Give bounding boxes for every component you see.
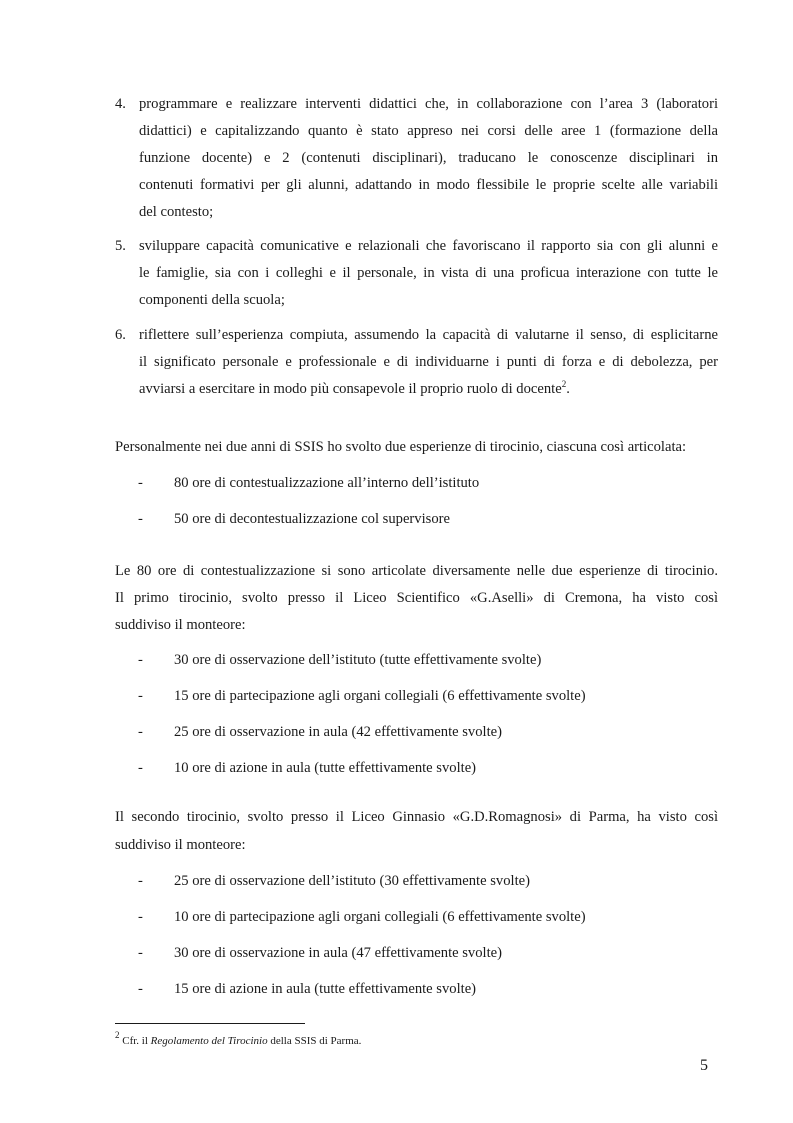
list-dash: - xyxy=(138,475,143,491)
footnote-suffix: della SSIS di Parma. xyxy=(267,1035,362,1047)
list-dash: - xyxy=(138,511,143,527)
item4-line2: didattici) e capitalizzando quanto è stato appreso nei corsi delle aree 1 (formazione della xyxy=(139,123,718,139)
list3-item: 30 ore di osservazione in aula (47 effettivamente svolte) xyxy=(174,945,502,961)
para2-line3: suddiviso il monteore: xyxy=(115,617,246,633)
item5-line2: le famiglie, sia con i colleghi e il personale, in vista di una proficua interazione con tutte le xyxy=(139,265,718,281)
list1-item: 80 ore di contestualizzazione all’interno dell’istituto xyxy=(174,475,480,491)
list-dash: - xyxy=(138,909,143,925)
item6-line2: il significato personale e professionale e di individuarne i punti di forza e di debolezza, per xyxy=(139,354,718,370)
list3-item: 25 ore di osservazione dell’istituto (30 effettivamente svolte) xyxy=(174,873,530,889)
page-number: 5 xyxy=(700,1057,708,1074)
para2-line1: Le 80 ore di contestualizzazione si sono articolate diversamente nelle due esperienze di tirocinio. xyxy=(115,563,718,579)
list2-item: 25 ore di osservazione in aula (42 effettivamente svolte) xyxy=(174,724,502,740)
list-dash: - xyxy=(138,873,143,889)
footnote-reference[interactable]: 2 xyxy=(561,379,567,389)
list-dash: - xyxy=(138,760,143,776)
footnote-title: Regolamento del Tirocinio xyxy=(150,1035,268,1047)
list-dash: - xyxy=(138,724,143,740)
item6-end-punct: . xyxy=(566,381,570,397)
list-number: 4. xyxy=(115,96,126,112)
list-dash: - xyxy=(138,688,143,704)
list2-item: 10 ore di azione in aula (tutte effettivamente svolte) xyxy=(174,760,477,776)
footnote xyxy=(115,1030,362,1048)
footnote-divider xyxy=(115,1023,305,1024)
item6-line1: riflettere sull’esperienza compiuta, assumendo la capacità di valutarne il senso, di esplicitarne xyxy=(139,327,718,343)
list-dash: - xyxy=(138,981,143,997)
para2-line2: Il primo tirocinio, svolto presso il Liceo Scientifico «G.Aselli» di Cremona, ha visto così xyxy=(115,590,718,606)
list-number: 5. xyxy=(115,238,126,254)
item4-line4: contenuti formativi per gli alunni, adattando in modo flessibile le proprie scelte alle variabili xyxy=(139,177,718,193)
item5-line1: sviluppare capacità comunicative e relazionali che favoriscano il rapporto sia con gli alunni e xyxy=(139,238,718,254)
item6-line3-text: avviarsi a esercitare in modo più consapevole il proprio ruolo di docente xyxy=(139,381,562,397)
list-dash: - xyxy=(138,652,143,668)
item5-line3: componenti della scuola; xyxy=(139,292,285,308)
footnote-prefix: Cfr. il xyxy=(119,1035,151,1047)
item6-line3 xyxy=(139,380,570,398)
para3-line2: suddiviso il monteore: xyxy=(115,837,246,853)
paragraph-intro: Personalmente nei due anni di SSIS ho svolto due esperienze di tirocinio, ciascuna così articolata: xyxy=(115,439,687,455)
list3-item: 15 ore di azione in aula (tutte effettivamente svolte) xyxy=(174,981,477,997)
list3-item: 10 ore di partecipazione agli organi collegiali (6 effettivamente svolte) xyxy=(174,909,586,925)
list-dash: - xyxy=(138,945,143,961)
list2-item: 30 ore di osservazione dell’istituto (tutte effettivamente svolte) xyxy=(174,652,542,668)
item4-line3: funzione docente) e 2 (contenuti disciplinari), traducano le conoscenze disciplinari in xyxy=(139,150,718,166)
item4-line5: del contesto; xyxy=(139,204,214,220)
footnote-marker: 2 xyxy=(115,1030,120,1040)
list2-item: 15 ore di partecipazione agli organi collegiali (6 effettivamente svolte) xyxy=(174,688,586,704)
item4-line1: programmare e realizzare interventi didattici che, in collaborazione con l’area 3 (laboratori xyxy=(139,96,718,112)
para3-line1: Il secondo tirocinio, svolto presso il Liceo Ginnasio «G.D.Romagnosi» di Parma, ha visto così xyxy=(115,809,718,825)
list-number: 6. xyxy=(115,327,126,343)
list1-item: 50 ore di decontestualizzazione col supervisore xyxy=(174,511,450,527)
